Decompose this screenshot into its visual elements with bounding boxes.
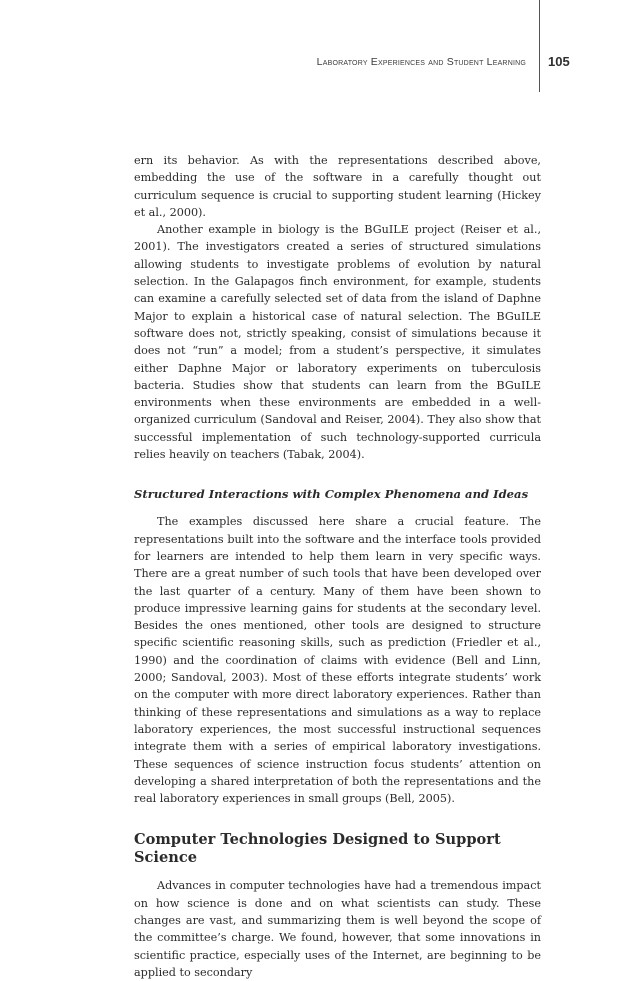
page-number: 105 <box>548 54 570 69</box>
running-header <box>317 56 526 68</box>
header-rule <box>539 0 540 92</box>
page-content <box>134 152 541 981</box>
paragraph-computer-technologies: Advances in computer technologies have had a tremendous impact on how science is done and on what scientists can study. These changes are vast, and summarizing them is well beyond the scope of the committee’s charge. We found, however, that some innovations in scientific practice, especially uses of the Internet, are beginning to be applied to secondary <box>134 879 541 979</box>
subheading-structured-interactions: Structured Interactions with Complex Phenomena and Ideas <box>134 487 529 502</box>
section-heading-computer-technologies: Computer Technologies Designed to Support Science <box>134 831 501 867</box>
paragraph-bguile: Another example in biology is the BGuILE project (Reiser et al., 2001). The investigators created a series of structured simulations allowing students to investigate problems of evolution by natural selection. In the Galapagos finch environment, for example, students can examine a carefully selected set of data from the island of Daphne Major to explain a historical case of natural selection. The BGuILE software does not, strictly speaking, consist of simulations because it does not “run” a model; from a student’s perspective, it simulates either Daphne Major or laboratory experiments on tuberculosis bacteria. Studies show that students can learn from the BGuILE environments when these environments are embedded in a well-organized curriculum (Sandoval and Reiser, 2004). They also show that successful implementation of such technology-supported curricula relies heavily on teachers (Tabak, 2004). <box>134 223 541 462</box>
running-header-text: Laboratory Experiences and Student Learning <box>316 56 526 68</box>
paragraph-structured-interactions: The examples discussed here share a crucial feature. The representations built into the software and the interface tools provided for learners are intended to help them learn in very specific ways. There are a great number of such tools that have been developed over the last quarter of a century. Many of them have been shown to produce impressive learning gains for students at the secondary level. Besides the ones mentioned, other tools are designed to structure specific scientific reasoning skills, such as prediction (Friedler et al., 1990) and the coordination of claims with evidence (Bell and Linn, 2000; Sandoval, 2003). Most of these efforts integrate students’ work on the computer with more direct laboratory experiences. Rather than thinking of these representations and simulations as a way to replace laboratory experiences, the most successful instructional sequences integrate them with a series of empirical laboratory investigations. These sequences of science instruction focus students’ attention on developing a shared interpretation of both the representations and the real laboratory experiences in small groups (Bell, 2005). <box>134 515 541 806</box>
paragraph-continued: ern its behavior. As with the representations described above, embedding the use of the software in a carefully thought out curriculum sequence is crucial to supporting student learning (Hickey et al., 2000). <box>134 154 541 219</box>
